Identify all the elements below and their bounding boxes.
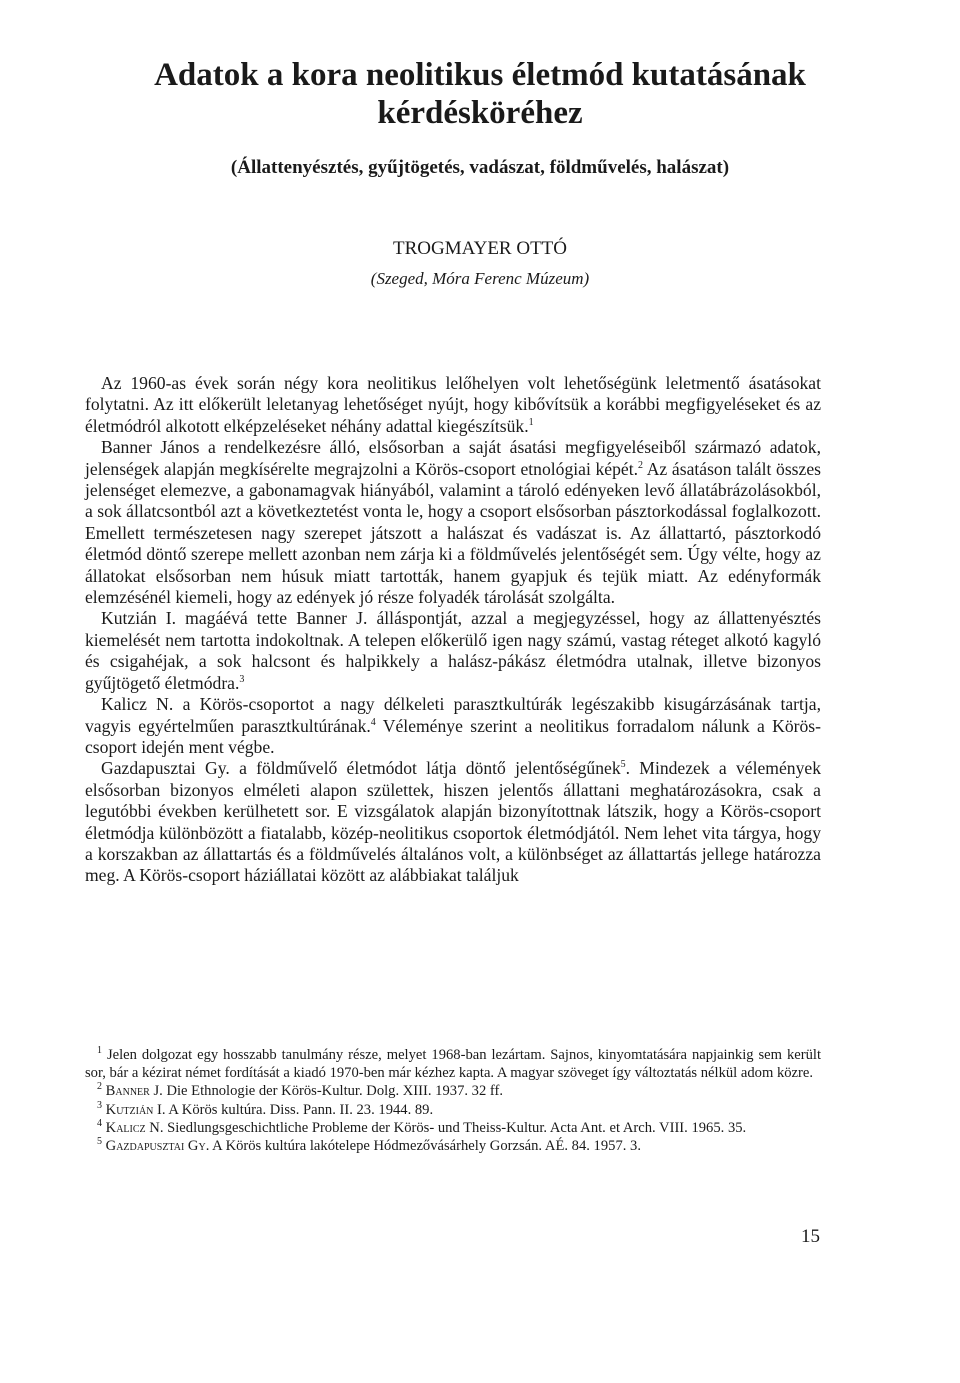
footnote-ref: 5 (620, 759, 626, 771)
footnote-ref: 4 (370, 716, 376, 728)
footnote-mark: 1 (97, 1045, 102, 1057)
footnote-author: Gazdapusztai Gy. (105, 1138, 210, 1155)
footnote-author: Kalicz N. (105, 1119, 164, 1136)
footnote-mark: 5 (97, 1136, 102, 1148)
footnote-text: Siedlungsgeschichtliche Probleme der Körös- und Theiss-Kultur. Acta Ant. et Arch. VIII. 1965. 35. (163, 1119, 747, 1136)
footnote-text: A Körös kultúra. Diss. Pann. II. 23. 1944. 89. (165, 1101, 434, 1118)
footnote-ref: 1 (528, 416, 534, 428)
paragraph-text: . Mindezek a vélemények elsősorban bizonyos elméleti alapon születtek, hiszen jelentős állattani meghatározásokra, csak a legutóbbi években kerülhetett sor. E vizsgálatok alapján bizonyítottnak látszik, hogy a Körös-csoport életmódja különbözött a fiatalabb, közép-neolitikus csoportok életmódjától. Nem lehet vita tárgya, hogy a korszakban az állattartás és a földművelés általános volt, a különbséget az állattartás jellege határozza meg. A Körös-csoport háziállatai között az alábbiakat találjuk (85, 758, 822, 886)
footnote-2 (85, 1082, 821, 1100)
title-line-2: kérdésköréhez (377, 95, 583, 131)
footnotes (85, 1046, 821, 1155)
footnote-text: Die Ethnologie der Körös-Kultur. Dolg. XIII. 1937. 32 ff. (162, 1083, 504, 1100)
page-number: 15 (801, 1226, 820, 1247)
paragraph-text: Kutzián I. magáévá tette Banner J. álláspontját, azzal a megjegyzéssel, hogy az állattenyésztés kiemelését nem tartotta indokoltnak. A telepen előkerülő igen nagy számú, vastag réteget alkotó kagyló és csigahéjak, a sok halcsont és halpikkely a halász-pákász életmódra utalnak, illetve bizonyos gyűjtögető életmódra. (85, 608, 821, 693)
paragraph-text: Gazdapusztai Gy. a földművelő életmódot látja döntő jelentőségűnek (101, 758, 621, 779)
paragraph-text: Banner János a rendelkezésre álló, elsősorban a saját ásatási megfigyeléseiből származó adatok, jelenségek alapján megkísérelte megrajzolni a Körös-csoport etnológiai képét. (85, 437, 821, 479)
body-paragraph-2 (85, 437, 821, 608)
paragraph-text: Az 1960-as évek során négy kora neolitikus lelőhelyen volt lehetőségünk leletmentő ásatásokat folytatni. Az itt előkerült leletanyag lehetőséget nyújt, hogy kibővítsük a korábbi megfigyeléseket és az életmódról alkotott elképzeléseket néhány adattal kiegészítsük. (85, 373, 821, 436)
footnote-mark: 2 (97, 1081, 102, 1093)
body-paragraph-3 (85, 608, 821, 694)
paragraph-text: Kalicz N. a Körös-csoportot a nagy délkeleti parasztkultúrák legészakibb kisugárzásának tartja, vagyis egyértelműen parasztkultúrának. (85, 694, 821, 736)
body-paragraph-4 (85, 694, 821, 758)
footnote-3 (85, 1101, 821, 1119)
footnote-mark: 4 (97, 1117, 102, 1129)
footnote-ref: 3 (239, 673, 245, 685)
paragraph-text: Véleménye szerint a neolitikus forradalom nálunk a Körös-csoport idején ment végbe. (85, 715, 821, 757)
footnote-5 (85, 1137, 821, 1155)
footnote-author: Kutzián I. (105, 1101, 166, 1118)
paragraph-text: Az ásatáson talált összes jelenséget elemezve, a gabonamagvak hiányából, valamint a tároló edényeken levő állatábrázolásokból, a sok állatcsontból azt a következtetést vonta le, hogy a csoport elsősorban pásztorkodással foglalkozott. Emellett természetesen nagy szerepet játszott a halászat és vadászat is. Az állattartó, pásztorkodó életmód döntő szerepe mellett azonban nem zárja ki a földművelés jelentőségét sem. Úgy vélte, hogy az állatokat elsősorban nem húsuk miatt tartották, hanem gyapjuk és tejük miatt. Az edényformák elemzésénél kiemeli, hogy az edények jó része folyadék tárolását szolgálta. (85, 458, 821, 608)
footnote-ref: 2 (638, 459, 644, 471)
footnote-text: A Körös kultúra lakótelepe Hódmezővásárhely Gorzsán. AÉ. 84. 1957. 3. (209, 1138, 641, 1155)
footnote-author: Banner J. (105, 1083, 163, 1100)
footnote-4 (85, 1119, 821, 1137)
article-subtitle: (Állattenyésztés, gyűjtögetés, vadászat, földművelés, halászat) (230, 157, 730, 178)
footnote-1 (85, 1046, 821, 1082)
footnote-mark: 3 (97, 1099, 102, 1111)
author-affiliation: (Szeged, Móra Ferenc Múzeum) (370, 269, 590, 288)
article-body (85, 373, 821, 887)
author-name: TROGMAYER OTTÓ (393, 238, 567, 259)
title-line-1: Adatok a kora neolitikus életmód kutatásának (154, 57, 806, 93)
body-paragraph-5 (85, 758, 821, 886)
footnote-text: Jelen dolgozat egy hosszabb tanulmány része, melyet 1968-ban lezártam. Sajnos, kinyomtatására napjainkig sem került sor, bár a kézirat német fordítását a kiadó 1970-ben már kézhez kapta. A magyar szöveget így változtatás nélkül adom közre. (85, 1047, 822, 1082)
article-title (60, 56, 900, 132)
body-paragraph-1 (85, 373, 821, 437)
